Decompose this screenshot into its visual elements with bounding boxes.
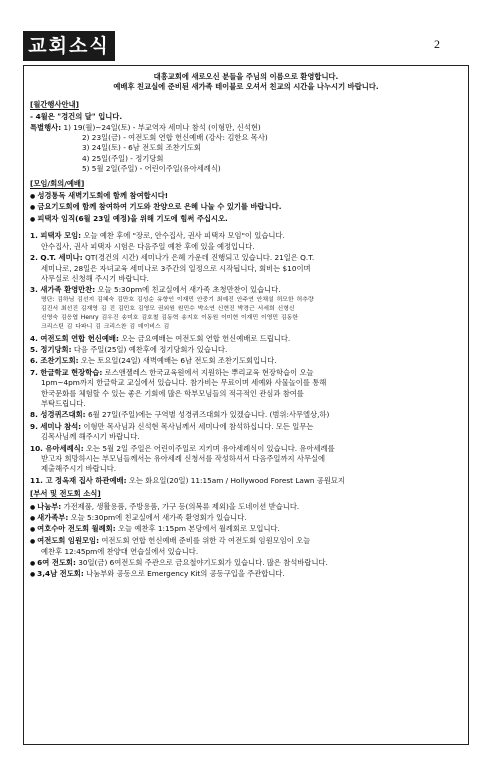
notice-item: 1. 피택자 모임: 오늘 예찬 후에 "장로, 안수집사, 권사 피택자 모임"이 있습니다. 안수집사, 권사 피택자 시험은 다음주일 예찬 후에 있을 예정입니다.: [30, 231, 285, 251]
monthly-theme: - 4월은 "경건의 달" 입니다.: [30, 112, 123, 122]
special-events-item: 5) 5월 2일(주일) - 어린이주일(유아세례식): [82, 164, 221, 174]
notice-item: 11. 고 정옥재 집사 하관예배: 오는 화요일(20일) 11:15am / Hollywood Forest Lawn 공원묘지: [30, 475, 345, 485]
meetings-bullet: ● 피택자 임직(6월 23일 예정)을 위해 기도에 힘써 주십시오.: [30, 214, 462, 225]
department-item: ● 6여 전도회: 30일(금) 6여전도회 주관으로 금요철야기도회가 있습니다. 많은 참석바랍니다.: [30, 558, 462, 569]
notice-item: 8. 성경퀴즈대회: 6월 27일(주일)에는 구역별 성경퀴즈대회가 있겠습니다. (범위:사무엘상,하): [30, 410, 330, 420]
news-content: [30, 70, 462, 580]
intro-line: 대흥교회에 새로오신 분들을 주님의 이름으로 환영합니다.: [153, 72, 339, 81]
page-number: 2: [434, 37, 440, 51]
department-item: ● 여전도회 임원모임: 여전도회 연합 헌신예배 준비를 위한 각 여전도회 임원모임이 오늘 예찬후 12:45pm에 찬양대 연습실에서 있습니다.: [30, 536, 462, 558]
department-item: ● 3,4남 전도회: 나눔부와 공동으로 Emergency Kit의 공동구입을 주관합니다.: [30, 569, 462, 580]
monthly-heading: [월간행사안내]: [30, 99, 79, 109]
special-events-item: 3) 24일(토) - 6남 전도회 조찬기도회: [82, 143, 201, 153]
meetings-bullet: ● 성경통독 새벽기도회에 함께 참여합시다!: [30, 191, 462, 202]
special-events-item: 특별행사: 1) 19(월)~24일(토) - 부교역자 세미나 참석 (이형만, 신석현): [30, 122, 261, 132]
intro-line: 예배후 친교실에 준비된 새가족 테이블로 오셔서 친교의 시간을 나누시기 바랍니다.: [113, 82, 379, 92]
notice-item: 2. Q.T. 세미나: QT(경건의 시간) 세미나가 은혜 가운데 진행되고 있습니다. 21일은 Q.T. 세미나로, 28일은 자녀교육 세미나로 3주간의 일정으로 시작됩니다, 회비는 $10이며 사무실로 신청해 주시기 바랍니다.: [30, 253, 315, 283]
notice-item: 6. 조찬기도회: 오는 토요일(24일) 새벽예배는 6남 전도회 조찬기도회입니다.: [30, 356, 277, 366]
department-item: ● 나눔부: 가전제품, 생활용품, 주방용품, 가구 등(의복류 제외)을 도네이션 받습니다.: [30, 502, 462, 513]
department-item: ● 여호수아 전도회 월례회: 오늘 예찬후 1:15pm 본당에서 월례회로 모입니다.: [30, 524, 462, 535]
notice-item: 7. 한글학교 현장학습: 로스앤젤레스 한국교육원에서 지원하는 뿌리교육 현장학습이 오늘 1pm~4pm까지 한글학교 교실에서 있습니다. 참가비는 무료이며 세예와 사물놀이를 통해 한국문화를 체험할 수 있는 좋은 기회에 많은 학부모님들의 적극적인 관심과 참여를 부탁드립니다.: [30, 367, 327, 408]
departments-heading: [부서 및 전도회 소식]: [30, 489, 101, 499]
meetings-bullet: ● 금요기도회에 함께 참여하여 기도와 찬양으로 은혜 나눌 수 있기를 바랍니다.: [30, 202, 462, 213]
notice-item: 3. 새가족 환영만찬: 오늘 5:30pm에 친교실에서 새가족 초청만찬이 있습니다.: [30, 285, 281, 295]
intro: [30, 72, 462, 93]
notice-item: 4. 여전도회 연합 헌신예배: 오는 금요예배는 여전도회 연합 헌신예배로 드립니다.: [30, 333, 291, 343]
meetings-heading: [모임/회의/예배]: [30, 178, 85, 188]
notice-item: 9. 세미나 참석: 이형만 목사님과 신석현 목사님께서 세미나에 참석하십니다. 모든 일무는 김목사님께 해주시기 바랍니다.: [30, 421, 314, 442]
member-list: 명단: 김하님 김선지 김혜숙 김만호 김성순 유향인 이재민 안중기 최예진 안주연 안채설 허모한 허추량 김진서 최선진 김재영 김 진 김민호 김영모 권외원 원민수 박소연 신현진 박경근 서세희 신형신 신영숙 김응엽 Henry 김우진 송미호 김호철 김동혁 송지호 이동원 이미현 이재민 이영민 김동한 크리스틴 김 다파니 김 크리스찬 김 데이비스 김: [41, 296, 314, 331]
page-title: 교회소식: [23, 31, 115, 61]
department-item: ● 새가족부: 오늘 5:30pm에 친교실에서 새가족 환영회가 있습니다.: [30, 513, 462, 524]
special-events-item: 4) 25일(주일) - 정기당회: [82, 153, 164, 163]
notice-item: 10. 유아세례식: 오는 5월 2일 주일은 어린이주일로 지키며 유아세례식이 있습니다. 유아세례를 받고자 희망하시는 부모님들께서는 유아세례 신청서를 작성하셔서 다음주일까지 사무실에 제출해주시기 바랍니다.: [30, 443, 335, 474]
special-events-item: 2) 23일(금) - 여전도회 연합 헌신예배 (강사: 김한요 목사): [82, 133, 268, 143]
notice-item: 5. 정기당회: 다음 주일(25일) 예찬후에 정기당회가 있습니다.: [30, 344, 228, 354]
